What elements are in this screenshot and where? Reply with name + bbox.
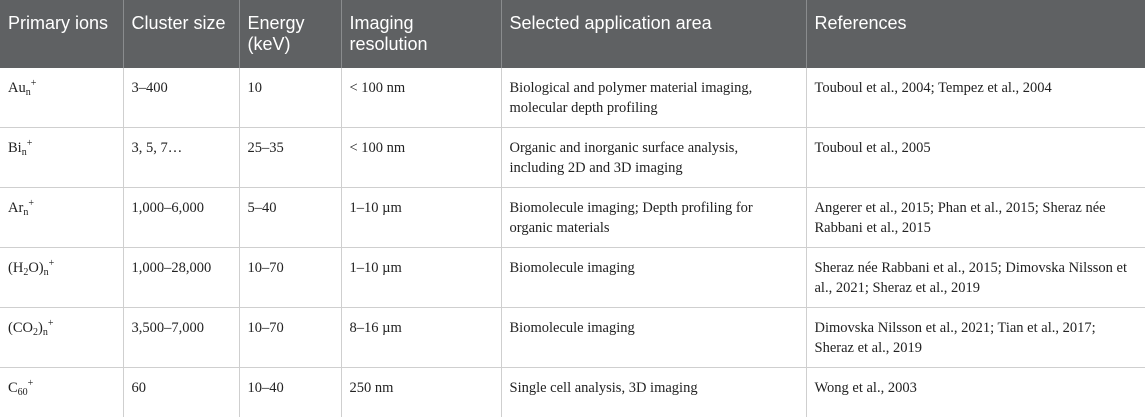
table-row [0, 188, 1145, 248]
resolution-cell: < 100 nm [341, 68, 501, 128]
application-cell: Biomolecule imaging [501, 308, 806, 368]
cluster-size-cell: 3–400 [123, 68, 239, 128]
table-row [0, 308, 1145, 368]
energy-cell: 10–70 [239, 308, 341, 368]
table-row [0, 68, 1145, 128]
ion-charge: + [28, 378, 34, 389]
ion-postfix: ) [38, 320, 43, 336]
energy-cell: 10 [239, 68, 341, 128]
ion-subscript: 2 [33, 327, 38, 338]
primary-ion-cell [0, 128, 123, 188]
references-cell: Wong et al., 2003 [806, 368, 1145, 417]
table-row [0, 128, 1145, 188]
ion-base: C [8, 380, 18, 396]
energy-cell: 10–70 [239, 248, 341, 308]
application-cell: Biological and polymer material imaging, molecular depth profiling [501, 68, 806, 128]
resolution-cell: 250 nm [341, 368, 501, 417]
ion-prefix: ( [8, 320, 13, 336]
ion-subscript: n [22, 147, 27, 158]
ion-subscript: 60 [18, 387, 28, 398]
application-cell: Biomolecule imaging [501, 248, 806, 308]
table-body [0, 68, 1145, 417]
table-header [0, 0, 1145, 68]
ion-charge: + [48, 318, 54, 329]
energy-cell: 25–35 [239, 128, 341, 188]
header-application-area: Selected application area [501, 0, 806, 68]
primary-ion-cell [0, 188, 123, 248]
ion-subscript-n: n [44, 267, 49, 278]
ion-charge: + [31, 78, 37, 89]
ion-charge: + [27, 138, 33, 149]
resolution-cell: 1–10 µm [341, 188, 501, 248]
header-cluster-size: Cluster size [123, 0, 239, 68]
references-cell: Touboul et al., 2005 [806, 128, 1145, 188]
references-cell: Dimovska Nilsson et al., 2021; Tian et al., 2017; Sheraz et al., 2019 [806, 308, 1145, 368]
ion-subscript-n: n [43, 327, 48, 338]
ion-subscript: n [26, 87, 31, 98]
cluster-size-cell: 1,000–6,000 [123, 188, 239, 248]
references-cell: Touboul et al., 2004; Tempez et al., 2004 [806, 68, 1145, 128]
ion-subscript: n [23, 207, 28, 218]
energy-cell: 10–40 [239, 368, 341, 417]
ion-base: H [13, 260, 23, 276]
resolution-cell: 8–16 µm [341, 308, 501, 368]
header-row [0, 0, 1145, 68]
header-energy: Energy (keV) [239, 0, 341, 68]
ion-base: CO [13, 320, 33, 336]
application-cell: Organic and inorganic surface analysis, including 2D and 3D imaging [501, 128, 806, 188]
ion-subscript: 2 [23, 267, 28, 278]
ion-base: Ar [8, 200, 23, 216]
energy-cell: 5–40 [239, 188, 341, 248]
resolution-cell: 1–10 µm [341, 248, 501, 308]
header-references: References [806, 0, 1145, 68]
ion-charge: + [49, 258, 55, 269]
ion-base: Au [8, 80, 26, 96]
table-row [0, 248, 1145, 308]
header-imaging-resolution: Imaging resolution [341, 0, 501, 68]
ion-prefix: ( [8, 260, 13, 276]
ion-charge: + [28, 198, 34, 209]
primary-ion-cell [0, 368, 123, 417]
references-cell: Sheraz née Rabbani et al., 2015; Dimovska Nilsson et al., 2021; Sheraz et al., 2019 [806, 248, 1145, 308]
primary-ion-cell [0, 308, 123, 368]
cluster-size-cell: 1,000–28,000 [123, 248, 239, 308]
primary-ion-cell [0, 68, 123, 128]
cluster-size-cell: 3, 5, 7… [123, 128, 239, 188]
header-primary-ions: Primary ions [0, 0, 123, 68]
cluster-size-cell: 60 [123, 368, 239, 417]
references-cell: Angerer et al., 2015; Phan et al., 2015; Sheraz née Rabbani et al., 2015 [806, 188, 1145, 248]
table-row [0, 368, 1145, 417]
ion-postfix: O) [28, 260, 43, 276]
application-cell: Single cell analysis, 3D imaging [501, 368, 806, 417]
cluster-size-cell: 3,500–7,000 [123, 308, 239, 368]
resolution-cell: < 100 nm [341, 128, 501, 188]
application-cell: Biomolecule imaging; Depth profiling for organic materials [501, 188, 806, 248]
primary-ion-cell [0, 248, 123, 308]
ion-base: Bi [8, 140, 22, 156]
